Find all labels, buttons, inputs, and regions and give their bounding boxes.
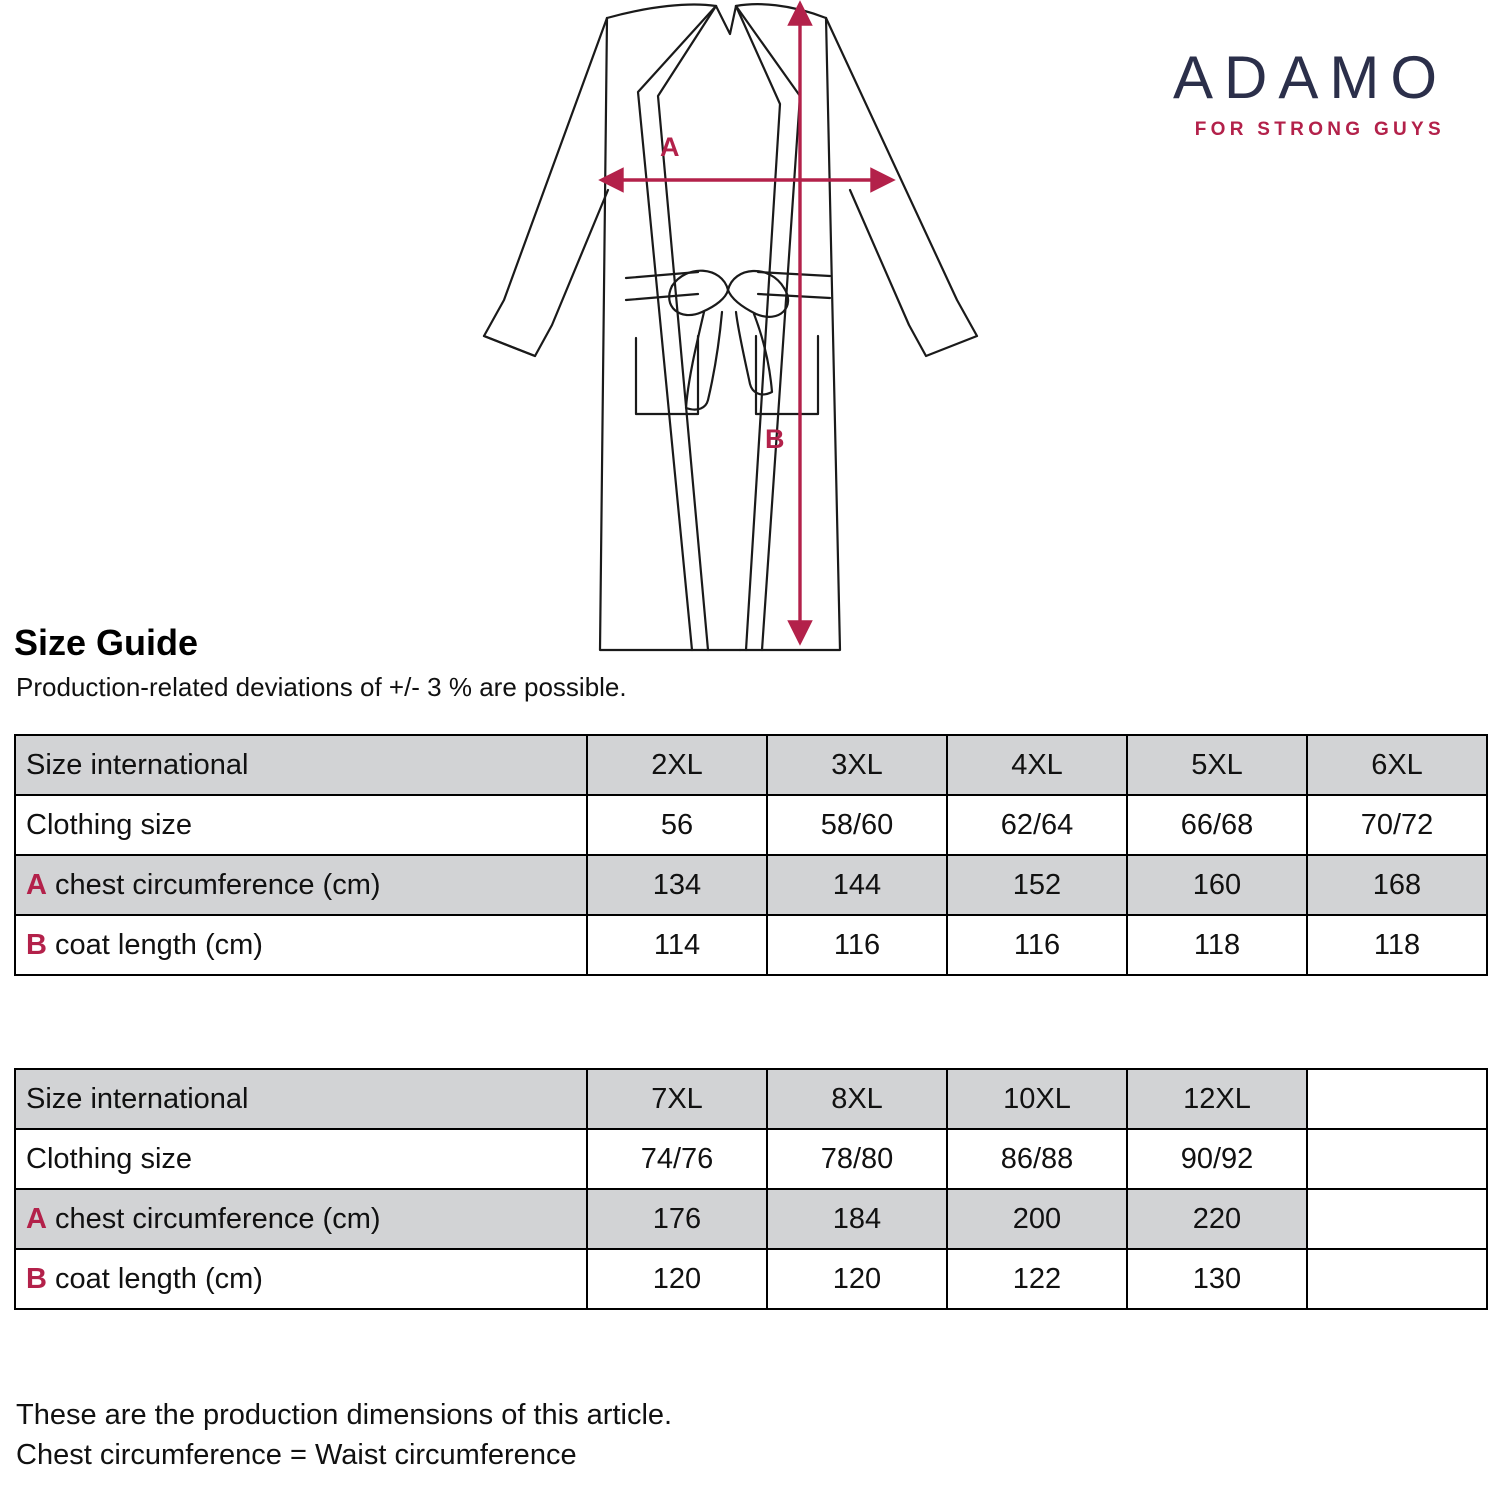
cell-chest: 144 xyxy=(767,855,947,915)
row-label-size-international: Size international xyxy=(15,1069,587,1129)
brand-logo xyxy=(1172,44,1448,140)
page-title: Size Guide xyxy=(14,622,199,663)
cell-clothing-size: 66/68 xyxy=(1127,795,1307,855)
row-label-clothing-size: Clothing size xyxy=(15,795,587,855)
cell-chest: 176 xyxy=(587,1189,767,1249)
page-subtitle: Production-related deviations of +/- 3 % are possible. xyxy=(16,672,627,702)
marker-a: A xyxy=(26,868,47,901)
row-label-coat-length xyxy=(15,1249,587,1309)
cell-chest: 160 xyxy=(1127,855,1307,915)
row-label-length-text: coat length (cm) xyxy=(55,928,263,961)
cell-size: 12XL xyxy=(1127,1069,1307,1129)
cell-length: 120 xyxy=(767,1249,947,1309)
cell-length: 114 xyxy=(587,915,767,975)
table-row xyxy=(15,1069,1487,1129)
cell-length: 130 xyxy=(1127,1249,1307,1309)
footnote-line-2: Chest circumference = Waist circumference xyxy=(16,1439,577,1472)
cell-empty xyxy=(1307,1249,1487,1309)
bathrobe-drawing xyxy=(440,0,1060,660)
table-row xyxy=(15,1249,1487,1309)
cell-clothing-size: 70/72 xyxy=(1307,795,1487,855)
cell-size: 4XL xyxy=(947,735,1127,795)
cell-length: 120 xyxy=(587,1249,767,1309)
row-label-coat-length xyxy=(15,915,587,975)
footnote-line-1: These are the production dimensions of this article. xyxy=(16,1399,673,1431)
cell-clothing-size: 86/88 xyxy=(947,1129,1127,1189)
brand-tagline: FOR STRONG GUYS xyxy=(1194,119,1445,140)
cell-empty xyxy=(1307,1189,1487,1249)
cell-clothing-size: 62/64 xyxy=(947,795,1127,855)
marker-a: A xyxy=(26,1202,47,1235)
table-row xyxy=(15,735,1487,795)
cell-size: 7XL xyxy=(587,1069,767,1129)
cell-size: 6XL xyxy=(1307,735,1487,795)
cell-clothing-size: 56 xyxy=(587,795,767,855)
cell-length: 122 xyxy=(947,1249,1127,1309)
row-label-chest-text: chest circumference (cm) xyxy=(55,868,381,901)
table-row xyxy=(15,795,1487,855)
table-row xyxy=(15,915,1487,975)
cell-clothing-size: 74/76 xyxy=(587,1129,767,1189)
cell-size: 3XL xyxy=(767,735,947,795)
cell-clothing-size: 78/80 xyxy=(767,1129,947,1189)
size-table-2 xyxy=(14,1068,1488,1310)
measure-label-b: B xyxy=(765,424,785,454)
cell-chest: 168 xyxy=(1307,855,1487,915)
cell-clothing-size: 90/92 xyxy=(1127,1129,1307,1189)
cell-chest: 200 xyxy=(947,1189,1127,1249)
row-label-length-text: coat length (cm) xyxy=(55,1262,263,1295)
cell-empty xyxy=(1307,1129,1487,1189)
cell-clothing-size: 58/60 xyxy=(767,795,947,855)
cell-length: 116 xyxy=(767,915,947,975)
brand-name: ADAMO xyxy=(1172,44,1448,111)
marker-b: B xyxy=(26,1262,47,1295)
cell-size: 2XL xyxy=(587,735,767,795)
marker-b: B xyxy=(26,928,47,961)
cell-chest: 152 xyxy=(947,855,1127,915)
cell-size: 10XL xyxy=(947,1069,1127,1129)
row-label-chest-text: chest circumference (cm) xyxy=(55,1202,381,1235)
size-table-1 xyxy=(14,734,1488,976)
table-row xyxy=(15,1129,1487,1189)
footnote xyxy=(16,1395,672,1475)
cell-chest: 134 xyxy=(587,855,767,915)
cell-empty xyxy=(1307,1069,1487,1129)
cell-size: 5XL xyxy=(1127,735,1307,795)
table-row xyxy=(15,1189,1487,1249)
cell-chest: 220 xyxy=(1127,1189,1307,1249)
row-label-clothing-size: Clothing size xyxy=(15,1129,587,1189)
row-label-chest-circumference xyxy=(15,1189,587,1249)
cell-length: 118 xyxy=(1307,915,1487,975)
row-label-size-international: Size international xyxy=(15,735,587,795)
bathrobe-illustration xyxy=(440,0,1060,660)
cell-size: 8XL xyxy=(767,1069,947,1129)
cell-length: 116 xyxy=(947,915,1127,975)
cell-chest: 184 xyxy=(767,1189,947,1249)
cell-length: 118 xyxy=(1127,915,1307,975)
measure-label-a: A xyxy=(660,132,680,162)
row-label-chest-circumference xyxy=(15,855,587,915)
table-row xyxy=(15,855,1487,915)
